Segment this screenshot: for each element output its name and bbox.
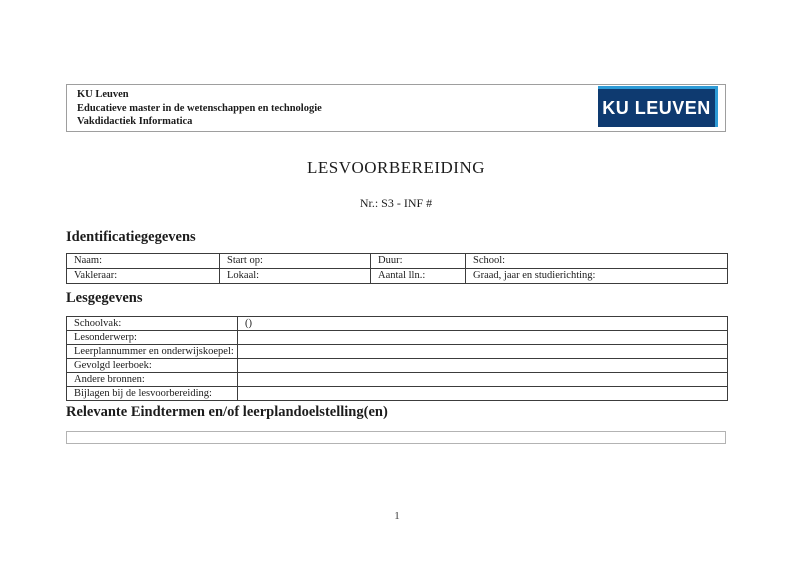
institution-line-2: Educatieve master in de wetenschappen en technologie: [77, 102, 322, 114]
table-row: [67, 387, 728, 401]
label-leerplannummer: Leerplannummer en onderwijskoepel:: [67, 345, 238, 359]
identificatie-table: [66, 253, 728, 284]
value-lesonderwerp: [238, 331, 728, 345]
value-leerplannummer: [238, 345, 728, 359]
document-number: Nr.: S3 - INF #: [359, 196, 433, 210]
value-bijlagen: [238, 387, 728, 401]
label-andere-bronnen: Andere bronnen:: [67, 373, 238, 387]
value-schoolvak: (): [238, 317, 728, 331]
table-row: [67, 331, 728, 345]
label-lesonderwerp: Lesonderwerp:: [67, 331, 238, 345]
ku-leuven-logo: [598, 86, 718, 127]
field-graad-jaar-studierichting: Graad, jaar en studierichting:: [466, 269, 728, 284]
table-row: [67, 345, 728, 359]
field-naam: Naam:: [67, 254, 220, 269]
label-gevolgd-leerboek: Gevolgd leerboek:: [67, 359, 238, 373]
field-start-op: Start op:: [220, 254, 371, 269]
institution-line-3: Vakdidactiek Informatica: [77, 116, 193, 127]
label-schoolvak: Schoolvak:: [67, 317, 238, 331]
page-number: 1: [394, 510, 400, 522]
value-gevolgd-leerboek: [238, 359, 728, 373]
field-duur: Duur:: [371, 254, 466, 269]
label-bijlagen: Bijlagen bij de lesvoorbereiding:: [67, 387, 238, 401]
ku-leuven-logo-text: KU LEUVEN: [602, 97, 711, 118]
field-vakleraar: Vakleraar:: [67, 269, 220, 284]
section-heading-lesgegevens: Lesgegevens: [66, 290, 143, 306]
field-school: School:: [466, 254, 728, 269]
lesgegevens-table: [66, 316, 728, 401]
value-andere-bronnen: [238, 373, 728, 387]
section-heading-eindtermen: Relevante Eindtermen en/of leerplandoelstelling(en): [66, 404, 388, 420]
field-lokaal: Lokaal:: [220, 269, 371, 284]
table-row: [67, 269, 728, 284]
document-title: LESVOORBEREIDING: [307, 158, 485, 177]
eindtermen-answer-box: [66, 431, 726, 444]
institution-line-1: KU Leuven: [77, 89, 129, 100]
section-heading-identificatiegegevens: Identificatiegegevens: [66, 229, 196, 245]
header-box: [66, 84, 726, 132]
table-row: [67, 317, 728, 331]
table-row: [67, 254, 728, 269]
field-aantal-lln: Aantal lln.:: [371, 269, 466, 284]
table-row: [67, 373, 728, 387]
institution-info: [77, 88, 322, 129]
table-row: [67, 359, 728, 373]
